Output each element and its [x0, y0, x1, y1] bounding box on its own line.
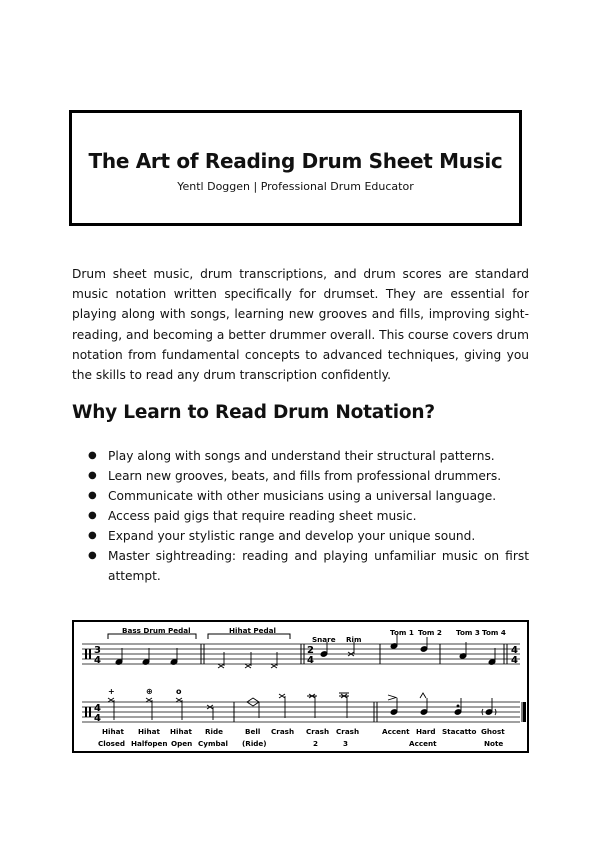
svg-text:4: 4 — [307, 655, 314, 666]
svg-text:⊕: ⊕ — [146, 687, 153, 696]
svg-text:Ghost: Ghost — [481, 727, 505, 736]
svg-text:Cymbal: Cymbal — [198, 739, 228, 748]
svg-text:Open: Open — [171, 739, 193, 748]
svg-text:2: 2 — [307, 645, 314, 656]
svg-text:Tom 4: Tom 4 — [482, 628, 506, 637]
svg-text:Crash: Crash — [336, 727, 360, 736]
svg-text:+: + — [108, 687, 115, 696]
hihat-marks — [108, 687, 182, 696]
svg-text:4: 4 — [511, 645, 518, 656]
list-item: ● Access paid gigs that require reading sheet music. — [88, 506, 529, 526]
list-item: ● Learn new grooves, beats, and fills from professional drummers. — [88, 466, 529, 486]
svg-text:Accent: Accent — [409, 739, 437, 748]
bottom-labels-row2 — [98, 739, 503, 748]
svg-text:Stacatto: Stacatto — [442, 727, 477, 736]
svg-text:3: 3 — [343, 739, 349, 748]
intro-paragraph: Drum sheet music, drum transcriptions, and drum scores are standard music notation written specifically for drumset. They are essential for playing along with songs, learning new grooves and fills, improving sight-reading, and becoming a better drummer overall. This course covers drum notation from fundamental concepts to advanced techniques, giving you the skills to read any drum transcription confidently. — [72, 267, 529, 383]
bottom-cymbal-notes — [108, 693, 349, 720]
top-notes — [115, 634, 496, 668]
svg-text:Hihat Pedal: Hihat Pedal — [229, 626, 276, 635]
document-title: The Art of Reading Drum Sheet Music — [88, 149, 503, 173]
svg-text:Hard: Hard — [416, 727, 436, 736]
svg-text:Bass Drum Pedal: Bass Drum Pedal — [122, 626, 191, 635]
final-barline — [523, 702, 526, 722]
svg-text:Tom 3: Tom 3 — [456, 628, 480, 637]
svg-text:4: 4 — [94, 703, 101, 714]
svg-text:Rim: Rim — [346, 635, 362, 644]
svg-text:Closed: Closed — [98, 739, 125, 748]
svg-text:3: 3 — [94, 645, 101, 656]
bottom-staff — [82, 702, 520, 722]
svg-text:4: 4 — [94, 655, 101, 666]
svg-text:Ride: Ride — [205, 727, 224, 736]
top-labels — [122, 626, 506, 644]
title-box — [69, 110, 522, 226]
svg-text:4: 4 — [511, 655, 518, 666]
svg-text:Halfopen: Halfopen — [131, 739, 168, 748]
svg-text:Crash: Crash — [271, 727, 295, 736]
svg-text:Hihat: Hihat — [138, 727, 160, 736]
list-item: ● Expand your stylistic range and develop your unique sound. — [88, 526, 529, 546]
drum-notation-key — [72, 620, 529, 753]
svg-text:Tom 2: Tom 2 — [418, 628, 442, 637]
svg-text:Tom 1: Tom 1 — [390, 628, 414, 637]
svg-text:Note: Note — [484, 739, 504, 748]
svg-text:4: 4 — [94, 713, 101, 724]
svg-text:Crash: Crash — [306, 727, 330, 736]
bottom-labels-row1 — [102, 727, 505, 736]
svg-text:(Ride): (Ride) — [242, 739, 267, 748]
svg-text:o: o — [176, 687, 182, 696]
list-item: ● Communicate with other musicians using a universal language. — [88, 486, 529, 506]
list-item: ● Play along with songs and understand their structural patterns. — [88, 446, 529, 466]
notation-svg — [74, 622, 527, 751]
svg-text:Snare: Snare — [312, 635, 336, 644]
svg-text:Hihat: Hihat — [102, 727, 124, 736]
section-heading: Why Learn to Read Drum Notation? — [72, 402, 435, 423]
document-subtitle: Yentl Doggen | Professional Drum Educator — [177, 180, 414, 193]
svg-text:Bell: Bell — [245, 727, 261, 736]
svg-text:Hihat: Hihat — [170, 727, 192, 736]
svg-text:Accent: Accent — [382, 727, 410, 736]
bullet-list — [88, 446, 529, 586]
svg-text:2: 2 — [313, 739, 319, 748]
list-item: ● Master sightreading: reading and playing unfamiliar music on first attempt. — [88, 546, 529, 586]
